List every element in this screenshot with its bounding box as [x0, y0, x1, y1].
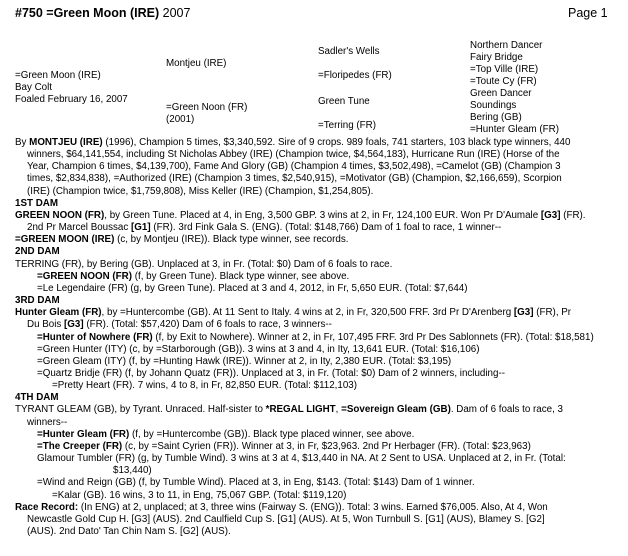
third-dam-text-c: Du Bois	[27, 319, 65, 331]
pedigree-horse: =Green Moon (IRE)	[15, 70, 101, 81]
race-record-text: (In ENG) at 2, unplaced; at 3, three wins (Fairway S. (ENG)). Total: 3 wins. Earned $76,005. Also, At 4, Won	[78, 501, 548, 513]
first-dam-text-c: 2nd Pr Marcel Boussac	[27, 222, 132, 234]
fourth-dam-heading: 4TH DAM	[15, 392, 59, 404]
sire-line-5: (IRE) (Champion twice, $1,759,808), Miss Keller (IRE) (Champion, $1,254,805).	[27, 185, 374, 197]
fourth-dam-foal-3: Glamour Tumbler (FR) (g, by Tumble Wind). 3 wins at 3 at 4, $13,440 in NA. At 2 Sent to USA. Unplaced at 2, in Fr. (Total:	[37, 453, 566, 465]
foal-details: (c, by Montjeu (IRE)). Black type winner, see records.	[114, 234, 349, 246]
third-dam-line-2	[15, 319, 623, 331]
pedigree-sex: Bay Colt	[15, 82, 53, 93]
foal-name: =Hunter Gleam (FR)	[37, 428, 130, 440]
foal-details: (f, by Green Tune). Black type winner, see above.	[131, 270, 350, 282]
pedigree-sire: Montjeu (IRE)	[166, 58, 227, 69]
second-dam-foal-1	[15, 271, 623, 283]
foal-name: =GREEN NOON (FR)	[37, 270, 132, 282]
pedigree-foaled: Foaled February 16, 2007	[15, 94, 128, 105]
pedigree-body	[15, 137, 623, 538]
sire-line-1: (1996), Champion 5 times, $3,340,592. Sire of 9 crops. 989 foals, 741 starters, 103 black type winners, 440	[102, 137, 571, 148]
pedigree-dds: Bering (GB)	[470, 112, 522, 123]
first-dam-line-1	[15, 210, 623, 222]
race-record-line-3: (AUS). 2nd Dato' Tan Chin Nam S. [G2] (AUS).	[27, 526, 231, 537]
foal-name: =Hunter of Nowhere (FR)	[37, 331, 153, 343]
sire-name: MONTJEU (IRE)	[29, 137, 103, 148]
second-dam-line-1: TERRING (FR), by Bering (GB). Unplaced at 3, in Fr. (Total: $0) Dam of 6 foals to race.	[15, 258, 393, 270]
fourth-dam-text-b: . Dam of 6 foals to race, 3	[450, 404, 563, 416]
pedigree-dam: =Green Noon (FR)	[166, 102, 248, 113]
race-record-label: Race Record:	[15, 501, 79, 513]
foal-name: =The Creeper (FR)	[37, 440, 123, 452]
third-dam-text-d: (FR). (Total: $57,420) Dam of 6 foals to race, 3 winners--	[83, 319, 332, 331]
pedigree-dsd: Soundings	[470, 100, 517, 111]
pedigree-dss: Green Dancer	[470, 88, 532, 99]
first-dam-text: , by Green Tune. Placed at 4, in Eng, 3,500 GBP. 3 wins at 2, in Fr, 124,100 EUR. Won Pr D'Aumale	[104, 209, 541, 221]
first-dam-name: GREEN NOON (FR)	[15, 209, 105, 221]
fourth-dam-foal-4: =Wind and Reign (GB) (f, by Tumble Wind). Placed at 3, in Eng, $143. (Total: $143) Dam of 1 winner.	[37, 477, 475, 489]
race-record-line-2: Newcastle Gold Cup H. [G3] (AUS). 2nd Caulfield Cup S. [G1] (AUS). At 5, Won Turnbull S. [G1] (AUS), Blamey S. [G2]	[27, 513, 545, 525]
fourth-dam-line-2: winners--	[27, 416, 68, 428]
first-dam-foal-1	[15, 234, 623, 246]
third-dam-name: Hunter Gleam (FR)	[15, 307, 102, 319]
grade-badge: [G3]	[540, 209, 561, 221]
fourth-dam-line-1	[15, 404, 623, 416]
race-record-line-1	[15, 502, 623, 514]
third-dam-foal-4: =Quartz Bridje (FR) (f, by Johann Quatz (FR)). Unplaced at 3, in Fr. (Total: $0) Dam of 2 winners, including--	[37, 367, 505, 379]
fourth-dam-foal-2	[15, 441, 623, 453]
sire-line-2: winners, $64,141,554, including St Nicholas Abbey (IRE) (Champion twice, $4,564,183), Hurricane Run (IRE) (Horse of the	[27, 149, 560, 161]
grade-badge: [G3]	[64, 319, 84, 331]
document-title	[15, 6, 190, 20]
fourth-dam-grandfoal-1: =Kalar (GB). 16 wins, 3 to 11, in Eng, 75,067 GBP. (Total: $119,120)	[52, 489, 347, 501]
grade-badge: [G3]	[513, 307, 534, 319]
foal-details: (c, by =Saint Cyrien (FR)). Winner at 3, in Fr, $23,963. 2nd Pr Herbager (FR). (Total: $23,963)	[122, 440, 531, 452]
sire-paragraph: By MONTJEU (IRE) (1996), Champion 5 times, $3,340,592. Sire of 9 crops. 989 foals, 741 starters, 103 black type winners, 440 winners, $64,141,554, including St Nicholas Abbey (IRE) (Champion twice, $4,564,183), Hurricane Run (IRE) (Horse of the Year, Champion 6 times, $4,139,700), Fame And Glory (GB) (Champion 4 times, $3,502,498), =Camelot (GB) (Champion 3 times, $2,834,838), =Authorized (IRE) (Champion 3 times, $2,540,915), =Motivator (GB) (Champion, $2,166,659), Scorpion (IRE) (Champion twice, $1,759,808), Miss Keller (IRE) (Champion, $1,254,805).	[15, 137, 623, 198]
pedigree-sire-sire: Sadler's Wells	[318, 46, 380, 57]
half-sibling-1: *REGAL LIGHT	[265, 404, 336, 416]
separator: ,	[335, 404, 342, 416]
grade-badge: [G1]	[131, 222, 151, 234]
title-year: 2007	[162, 6, 191, 20]
pedigree-sdd: =Toute Cy (FR)	[470, 76, 537, 87]
pedigree-sire-dam: =Floripedes (FR)	[318, 70, 392, 81]
third-dam-heading: 3RD DAM	[15, 295, 60, 307]
third-dam-text: , by =Huntercombe (GB). At 11 Sent to Italy. 4 wins at 2, in Fr, 320,500 FRF. 3rd Pr D'Arenberg	[101, 307, 514, 319]
pedigree-ssd: Fairy Bridge	[470, 52, 523, 63]
first-dam-heading: 1ST DAM	[15, 197, 59, 209]
second-dam-heading: 2ND DAM	[15, 246, 60, 258]
pedigree-dam-sire: Green Tune	[318, 96, 370, 107]
pedigree-dam-dam: =Terring (FR)	[318, 120, 376, 131]
fourth-dam-foal-1	[15, 429, 623, 441]
fourth-dam-text: TYRANT GLEAM (GB), by Tyrant. Unraced. Half-sister to	[15, 404, 266, 416]
pedigree-sds: =Top Ville (IRE)	[470, 64, 539, 75]
pedigree-sss: Northern Dancer	[470, 40, 543, 51]
third-dam-foal-1	[15, 332, 623, 344]
third-dam-text-b: (FR), Pr	[533, 307, 572, 319]
first-dam-line-2	[15, 222, 623, 234]
half-sibling-2: =Sovereign Gleam (GB)	[341, 404, 451, 416]
sire-line-3: Year, Champion 6 times, $4,139,700), Fame And Glory (GB) (Champion 4 times, $3,502,498), =Camelot (GB) (Champion 3	[27, 161, 561, 173]
sire-line-4: times, $2,834,838), =Authorized (IRE) (Champion 3 times, $2,540,915), =Motivator (GB) (Champion, $2,166,659), Scorpion	[27, 173, 562, 185]
pedigree-ddd: =Hunter Gleam (FR)	[470, 124, 560, 135]
third-dam-foal-2: =Green Hunter (ITY) (c, by =Starborough (GB)). 3 wins at 3 and 4, in Ity, 13,641 EUR. (Total: $16,106)	[37, 343, 480, 355]
third-dam-grandfoal-1: =Pretty Heart (FR). 7 wins, 4 to 8, in Fr, 82,850 EUR. (Total: $112,103)	[52, 380, 358, 392]
third-dam-line-1	[15, 307, 623, 319]
third-dam-foal-3: =Green Gleam (ITY) (f, by =Hunting Hawk (IRE)). Winner at 2, in Ity, 2,380 EUR. (Total: $3,195)	[37, 355, 452, 367]
foal-details: (f, by =Huntercombe (GB)). Black type placed winner, see above.	[129, 428, 415, 440]
first-dam-text-d: (FR). 3rd Fink Gala S. (ENG). (Total: $148,766) Dam of 1 foal to race, 1 winner--	[150, 222, 502, 234]
title-horse: #750 =Green Moon (IRE)	[15, 6, 160, 20]
pedigree-dam-year: (2001)	[166, 114, 195, 125]
first-dam-text-b: (FR).	[560, 209, 586, 221]
fourth-dam-foal-3-cont: $13,440)	[113, 465, 152, 477]
foal-details: (f, by Exit to Nowhere). Winner at 2, in Fr, 107,495 FRF. 3rd Pr Des Sablonnets (FR). (Total: $18,581)	[152, 331, 594, 343]
page-number: Page 1	[568, 6, 608, 20]
foal-name: =GREEN MOON (IRE)	[15, 234, 115, 246]
second-dam-foal-2: =Le Legendaire (FR) (g, by Green Tune). Placed at 3 and 4, 2012, in Fr, 5,650 EUR. (Total: $7,644)	[37, 282, 468, 294]
